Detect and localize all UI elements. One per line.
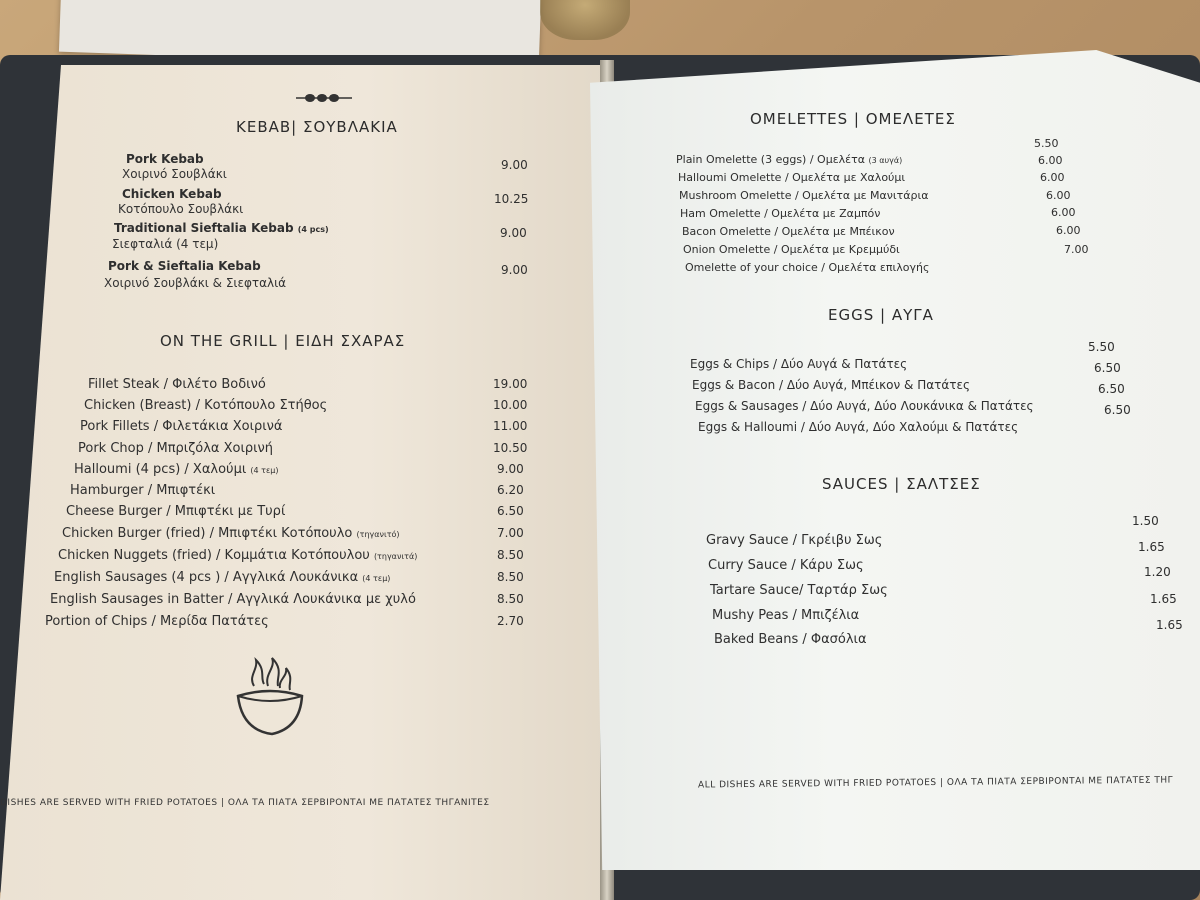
- grill-title: ON THE GRILL | ΕΙΔΗ ΣΧΑΡΑΣ: [160, 332, 406, 350]
- grill-item-10-price: 8.50: [497, 570, 524, 584]
- omelette-item-6: [683, 243, 900, 256]
- omelette-item-5-price: 6.00: [1051, 206, 1076, 219]
- omelette-item-2: [678, 171, 905, 184]
- kebab-item-1-name: Pork Kebab: [126, 152, 204, 166]
- grill-item-5-price: 9.00: [497, 462, 524, 476]
- grill-item-2-price: 10.00: [493, 398, 528, 412]
- eggs-item-2-price: 6.50: [1094, 361, 1121, 375]
- grill-item-3-text: Pork Fillets / Φιλετάκια Χοιρινά: [80, 419, 283, 434]
- omelette-item-7: [685, 261, 929, 274]
- grill-item-9-text: Chicken Nuggets (fried) / Κομμάτια Κοτόπουλου: [58, 548, 370, 563]
- grill-item-4-text: Pork Chop / Μπριζόλα Χοιρινή: [78, 441, 274, 456]
- sauces-title: SAUCES | ΣΑΛΤΣΕΣ: [822, 475, 981, 493]
- kebab-item-4-price: 9.00: [501, 263, 528, 277]
- kebab-item-3-sub-label: Σιεφταλιά: [112, 237, 173, 251]
- grill-item-12: [45, 614, 269, 629]
- omelette-item-7-price: 7.00: [1064, 243, 1089, 256]
- kebab-item-3-name: [114, 221, 329, 235]
- omelette-item-4-text: Ham Omelette / Ομελέτα με Ζαμπόν: [680, 207, 881, 220]
- omelette-item-2-price: 6.00: [1038, 154, 1063, 167]
- right-footer: ALL DISHES ARE SERVED WITH FRIED POTATOES | ΟΛΑ ΤΑ ΠΙΑΤΑ ΣΕΡΒΙΡΟΝΤΑΙ ΜΕ ΠΑΤΑΤΕΣ ΤΗΓ: [697, 775, 1174, 791]
- omelette-item-1-note: (3 αυγά): [868, 156, 903, 165]
- grill-item-5-note: (4 τεμ): [250, 466, 279, 475]
- grill-item-9: [58, 548, 417, 563]
- kebab-item-3-label: Traditional Sieftalia Kebab: [114, 221, 294, 235]
- omelette-item-1-text: Plain Omelette (3 eggs) / Ομελέτα: [676, 153, 865, 166]
- grill-item-9-note: (τηγανιτά): [373, 552, 418, 561]
- omelette-item-1-price: 5.50: [1034, 137, 1059, 150]
- kebab-item-2-price: 10.25: [494, 192, 529, 206]
- kebab-item-2-sub: Κοτόπουλο Σουβλάκι: [118, 202, 244, 216]
- grill-item-3-price: 11.00: [493, 419, 528, 433]
- kebab-item-1-sub: Χοιρινό Σουβλάκι: [122, 167, 227, 181]
- grill-item-1: [88, 377, 266, 392]
- omelettes-title: OMELETTES | ΟΜΕΛΕΤΕΣ: [750, 110, 956, 128]
- omelette-item-4-price: 6.00: [1046, 189, 1071, 202]
- eggs-item-3-price: 6.50: [1098, 382, 1125, 396]
- grill-item-11-text: English Sausages in Batter / Αγγλικά Λουκάνικα με χυλό: [50, 592, 416, 607]
- omelette-item-1: [676, 153, 902, 166]
- eggs-item-4: Eggs & Halloumi / Δύο Αυγά, Δύο Χαλούμι & Πατάτες: [698, 420, 1019, 434]
- eggs-item-2: Eggs & Bacon / Δύο Αυγά, Μπέικον & Πατάτες: [692, 378, 971, 392]
- sauce-item-1-price: 1.50: [1132, 514, 1159, 528]
- sauce-item-2-price: 1.65: [1138, 540, 1165, 554]
- eggs-item-1-price: 5.50: [1088, 340, 1115, 354]
- kebab-item-3-sub: [112, 237, 218, 251]
- eggs-item-3: Eggs & Sausages / Δύο Αυγά, Δύο Λουκάνικα & Πατάτες: [695, 399, 1034, 413]
- sauce-item-5-price: 1.65: [1156, 618, 1183, 632]
- grill-item-5-text: Halloumi (4 pcs) / Χαλούμι: [74, 462, 247, 477]
- skewer-ornament-icon: [296, 92, 352, 104]
- kebab-item-4-name: Pork & Sieftalia Kebab: [108, 259, 261, 273]
- left-footer: DISHES ARE SERVED WITH FRIED POTATOES | ΟΛΑ ΤΑ ΠΙΑΤΑ ΣΕΡΒΙΡΟΝΤΑΙ ΜΕ ΠΑΤΑΤΕΣ ΤΗΓΑΝΙΤΕΣ: [0, 798, 490, 808]
- kebab-item-1-price: 9.00: [501, 158, 528, 172]
- eggs-item-1: Eggs & Chips / Δύο Αυγά & Πατάτες: [690, 357, 908, 371]
- eggs-item-4-price: 6.50: [1104, 403, 1131, 417]
- glass: [540, 0, 630, 40]
- omelette-item-4: [680, 207, 880, 220]
- sauce-item-4-price: 1.65: [1150, 592, 1177, 606]
- grill-item-12-price: 2.70: [497, 614, 524, 628]
- grill-item-11: [50, 592, 416, 607]
- grill-item-10-text: English Sausages (4 pcs ) / Αγγλικά Λουκάνικα: [54, 570, 359, 585]
- kebab-item-2-name: Chicken Kebab: [122, 187, 222, 201]
- omelette-item-2-text: Halloumi Omelette / Ομελέτα με Χαλούμι: [678, 171, 906, 184]
- grill-item-8-note: (τηγανιτό): [356, 530, 400, 539]
- grill-item-6-price: 6.20: [497, 483, 524, 497]
- grill-item-1-price: 19.00: [493, 377, 528, 391]
- grill-item-7-price: 6.50: [497, 504, 524, 518]
- grill-item-9-price: 8.50: [497, 548, 524, 562]
- grill-item-5: [74, 462, 279, 477]
- grill-item-1-text: Fillet Steak / Φιλέτο Βοδινό: [88, 377, 266, 392]
- grill-item-3: [80, 419, 282, 434]
- omelette-item-5-text: Bacon Omelette / Ομελέτα με Μπέικον: [682, 225, 895, 238]
- grill-item-6: [70, 483, 215, 498]
- grill-item-10: [54, 570, 390, 585]
- grill-item-8-text: Chicken Burger (fried) / Μπιφτέκι Κοτόπουλο: [62, 526, 353, 541]
- grill-item-2: [84, 398, 327, 413]
- omelette-item-6-text: Onion Omelette / Ομελέτα με Κρεμμύδι: [683, 243, 900, 256]
- flaming-bowl-icon: [232, 656, 308, 740]
- eggs-title: EGGS | ΑΥΓΑ: [828, 306, 934, 324]
- kebab-item-3-note: (4 pcs): [297, 225, 329, 234]
- grill-item-10-note: (4 τεμ): [362, 574, 391, 583]
- kebab-item-3-subnote: (4 τεμ): [176, 237, 219, 251]
- omelette-item-7-text: Omelette of your choice / Ομελέτα επιλογής: [685, 261, 930, 274]
- grill-item-8: [62, 526, 400, 541]
- grill-item-6-text: Hamburger / Μπιφτέκι: [70, 483, 216, 498]
- kebab-item-3-price: 9.00: [500, 226, 527, 240]
- sauce-item-2: Curry Sauce / Κάρυ Σως: [708, 558, 864, 573]
- omelette-item-5: [682, 225, 895, 238]
- sauce-item-3-price: 1.20: [1144, 565, 1171, 579]
- grill-item-11-price: 8.50: [497, 592, 524, 606]
- omelette-item-3: [679, 189, 928, 202]
- omelette-item-3-text: Mushroom Omelette / Ομελέτα με Μανιτάρια: [679, 189, 929, 202]
- sauce-item-1: Gravy Sauce / Γκρέιβυ Σως: [706, 533, 883, 548]
- kebab-title: KEBAB| ΣΟΥΒΛΑΚΙΑ: [236, 118, 398, 136]
- omelette-item-3-price: 6.00: [1040, 171, 1065, 184]
- grill-item-12-text: Portion of Chips / Μερίδα Πατάτες: [45, 614, 269, 629]
- grill-item-7: [66, 504, 285, 519]
- grill-item-8-price: 7.00: [497, 526, 524, 540]
- grill-item-7-text: Cheese Burger / Μπιφτέκι με Τυρί: [66, 504, 286, 519]
- grill-item-4-price: 10.50: [493, 441, 528, 455]
- grill-item-2-text: Chicken (Breast) / Κοτόπουλο Στήθος: [84, 398, 328, 413]
- sauce-item-4: Mushy Peas / Μπιζέλια: [712, 608, 860, 623]
- sauce-item-5: Baked Beans / Φασόλια: [714, 632, 867, 647]
- grill-item-4: [78, 441, 273, 456]
- omelette-item-6-price: 6.00: [1056, 224, 1081, 237]
- sauce-item-3: Tartare Sauce/ Ταρτάρ Σως: [710, 583, 888, 598]
- kebab-item-4-sub: Χοιρινό Σουβλάκι & Σιεφταλιά: [104, 276, 287, 290]
